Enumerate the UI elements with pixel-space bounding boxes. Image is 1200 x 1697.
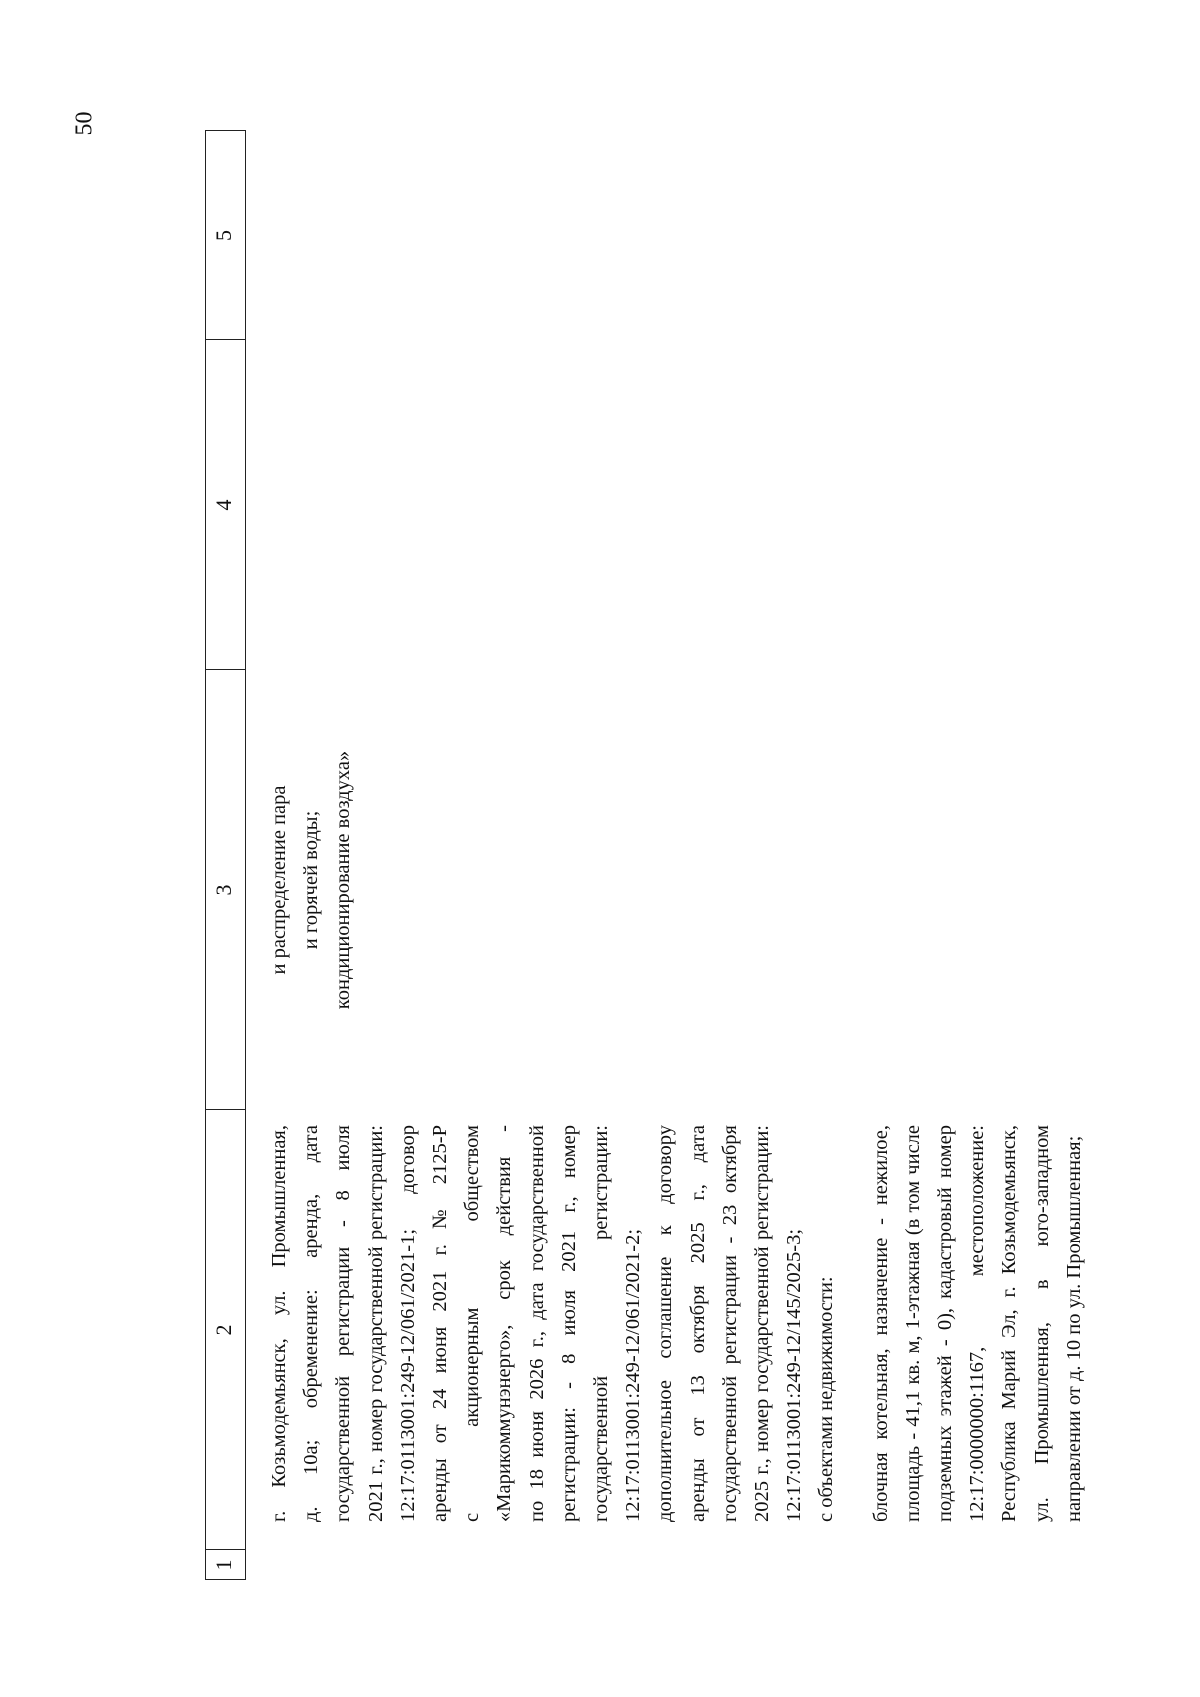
column-number-5: 5 — [211, 230, 236, 241]
col2-line: дополнительное соглашение к договору — [654, 1125, 677, 1522]
col3-line: кондиционирование воздуха» — [332, 750, 355, 1010]
table-header-row — [205, 130, 245, 1580]
column-number-3: 3 — [211, 884, 236, 896]
col2-line: с акционерным обществом — [461, 1125, 484, 1522]
col2-line: 12:17:0113001:249-12/145/2025-3; — [783, 1228, 806, 1522]
column-number-4: 4 — [211, 499, 236, 511]
col2-line: площадь - 41,1 кв. м, 1-этажная (в том числе — [901, 1125, 924, 1522]
col2-line: ул. Промышленная, в юго-западном — [1030, 1125, 1053, 1522]
col2-line: 12:17:0000000:1167, местоположение: — [966, 1125, 989, 1522]
table-page — [205, 130, 1085, 1580]
column-number-2: 2 — [211, 1324, 236, 1336]
col2-line: г. Козьмодемьянск, ул. Промышленная, — [268, 1125, 290, 1522]
column-2-text — [263, 1125, 1090, 1522]
col2-line: по 18 июня 2026 г., дата государственной — [525, 1125, 548, 1522]
col2-line: направлении от д. 10 по ул. Промышленная; — [1062, 1135, 1085, 1522]
col2-line: государственной регистрации - 8 июля — [332, 1125, 355, 1522]
col2-line: блочная котельная, назначение - нежилое, — [869, 1125, 892, 1522]
page-number: 50 — [71, 111, 98, 136]
col2-line: государственной регистрации - 23 октября — [718, 1125, 741, 1522]
col2-line: государственной регистрации: — [590, 1125, 613, 1522]
col3-line: и распределение пара — [268, 785, 290, 975]
col2-line: д. 10а; обременение: аренда, дата — [300, 1125, 323, 1522]
column-number-1: 1 — [211, 1559, 236, 1571]
col2-line: Республика Марий Эл, г. Козьмодемьянск, — [998, 1125, 1021, 1522]
column-3-text — [263, 680, 360, 1080]
col2-line: регистрации: - 8 июля 2021 г., номер — [557, 1125, 580, 1522]
col2-line: 12:17:0113001:249-12/061/2021-2; — [622, 1228, 645, 1522]
col2-line: 2025 г., номер государственной регистрации: — [751, 1125, 774, 1522]
col2-line: аренды от 13 октября 2025 г., дата — [686, 1125, 709, 1522]
col3-line: и горячей воды; — [300, 810, 323, 950]
col2-line: аренды от 24 июня 2021 г. № 2125-Р — [429, 1125, 452, 1522]
col2-line: 12:17:0113001:249-12/061/2021-1; договор — [396, 1125, 419, 1522]
col2-line: «Марикоммунэнерго», срок действия - — [493, 1125, 516, 1522]
col2-line: подземных этажей - 0), кадастровый номер — [934, 1125, 957, 1522]
col2-line: 2021 г., номер государственной регистрации: — [364, 1125, 387, 1522]
col2-line: с объектами недвижимости: — [815, 1276, 838, 1522]
